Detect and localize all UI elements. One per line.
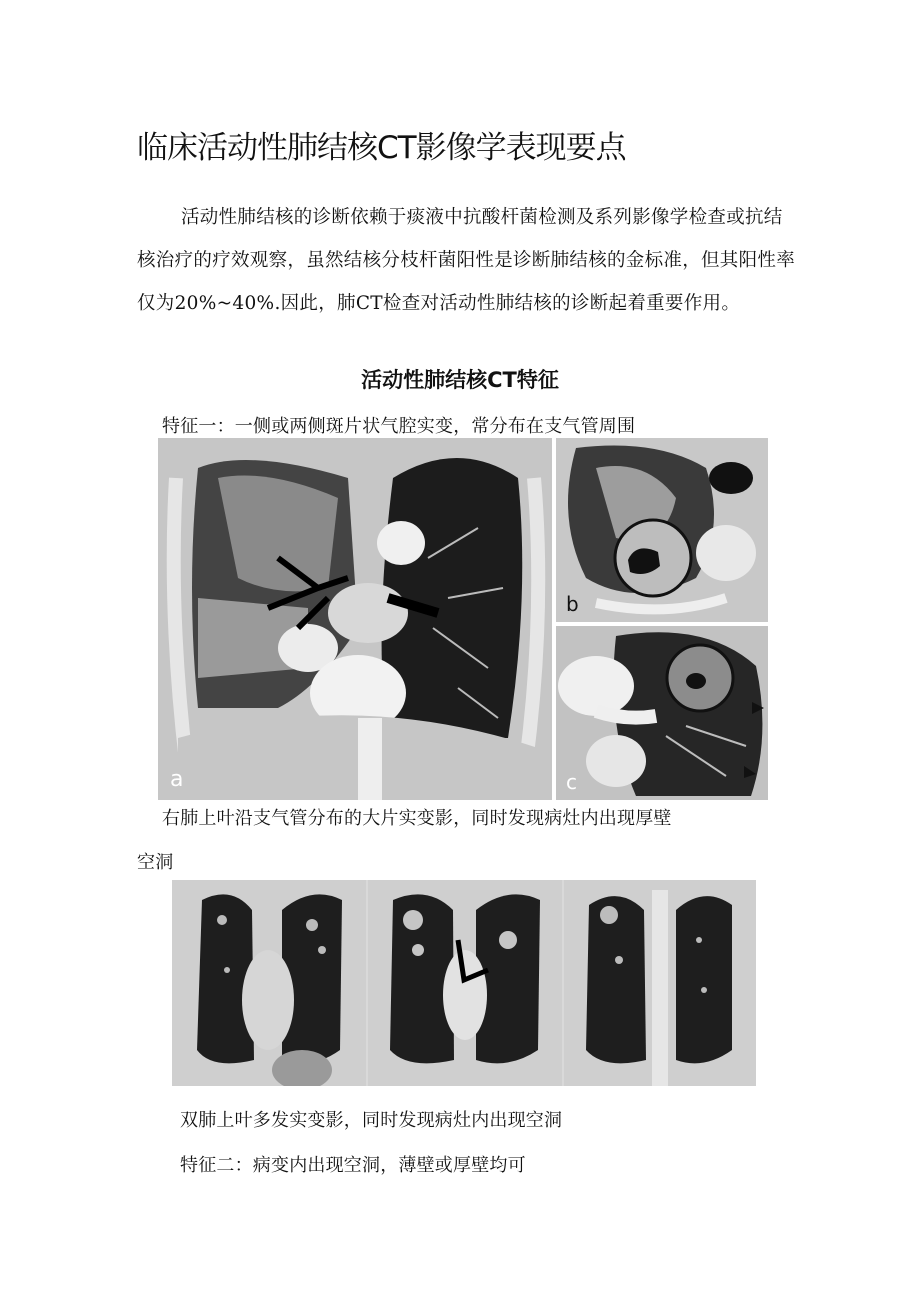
panel-label-b: b xyxy=(566,592,579,616)
figure-one-caption-line-1: 右肺上叶沿支气管分布的大片实变影，同时发现病灶内出现厚壁 xyxy=(162,808,672,829)
ct-image-panel-a xyxy=(158,438,552,800)
ct-image-panel-c xyxy=(556,626,768,800)
intro-paragraph: 活动性肺结核的诊断依赖于痰液中抗酸杆菌检测及系列影像学检查或抗结核治疗的疗效观察，虽然结核分枝杆菌阳性是诊断肺结核的金标准，但其阳性率仅为20%~40%.因此，肺CT检查对活动性肺结核的诊断起着重要作用。 xyxy=(137,207,796,314)
figure-one-caption-line-2: 空洞 xyxy=(137,852,174,873)
document-title: 临床活动性肺结核CT影像学表现要点 xyxy=(137,130,626,166)
ct-image-panel-b xyxy=(556,438,768,622)
feature-one-text: 特征一：一侧或两侧斑片状气腔实变，常分布在支气管周围 xyxy=(162,416,636,437)
figure-two-caption: 双肺上叶多发实变影，同时发现病灶内出现空洞 xyxy=(180,1110,563,1131)
section-title: 活动性肺结核CT特征 xyxy=(361,368,559,392)
ct-image-figure-2 xyxy=(172,880,756,1086)
panel-label-c: c xyxy=(566,770,577,794)
feature-two-text: 特征二：病变内出现空洞，薄壁或厚壁均可 xyxy=(180,1155,526,1176)
panel-label-a: a xyxy=(170,767,184,792)
